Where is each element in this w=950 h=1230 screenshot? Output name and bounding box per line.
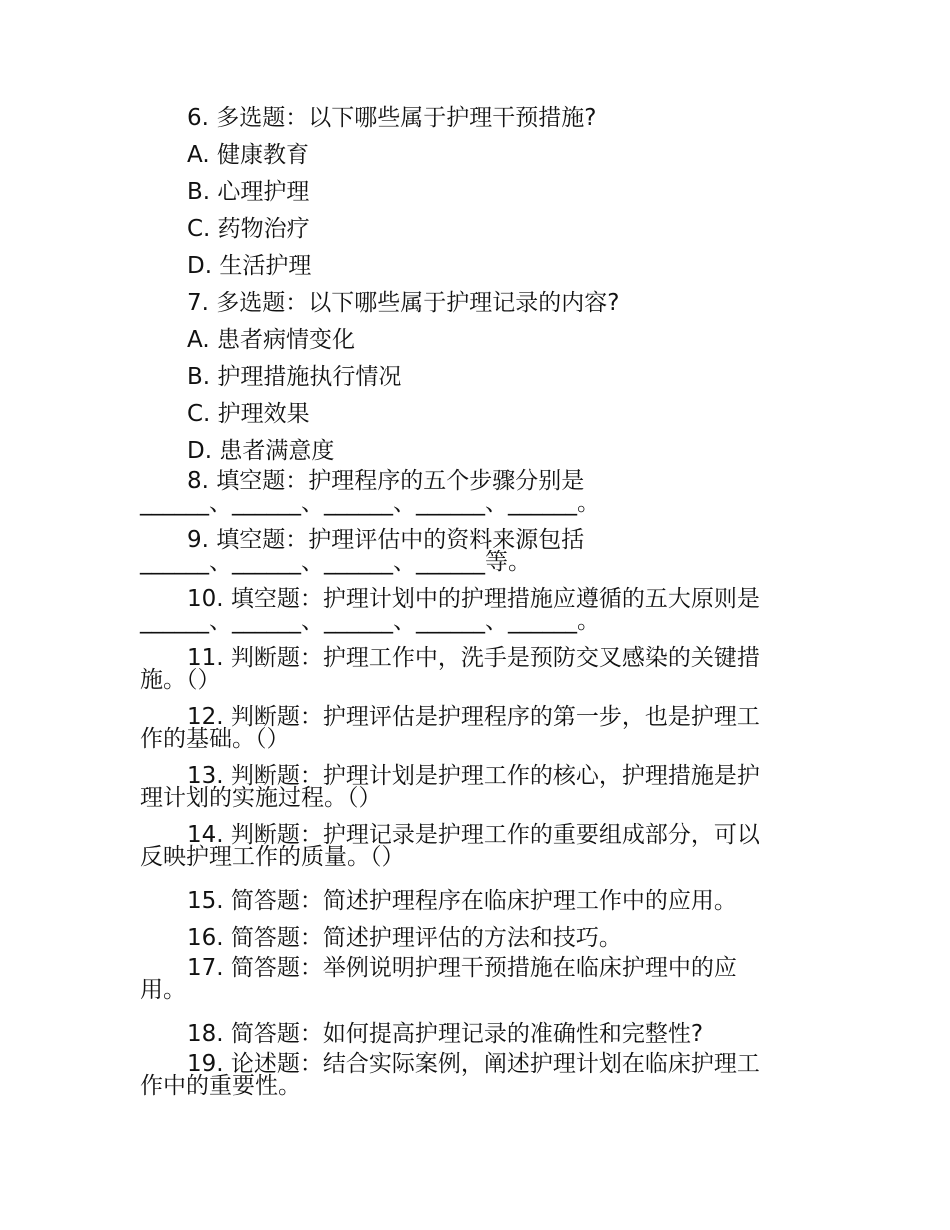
question-7-option-a: A. 患者病情变化 xyxy=(187,327,355,353)
question-19-line-2: 作中的重要性。 xyxy=(140,1073,301,1099)
question-17 xyxy=(140,957,805,1001)
question-6-option-b: B. 心理护理 xyxy=(187,179,310,205)
question-6-option-a: A. 健康教育 xyxy=(187,142,309,168)
question-10 xyxy=(140,588,805,632)
question-9-line-1: 9. 填空题：护理评估中的资料来源包括 xyxy=(187,527,585,553)
question-10-line-1: 10. 填空题：护理计划中的护理措施应遵循的五大原则是 xyxy=(187,586,760,612)
question-7-option-d: D. 患者满意度 xyxy=(187,438,335,464)
question-12-line-2: 作的基础。（） xyxy=(140,726,290,752)
question-13-line-1: 13. 判断题：护理计划是护理工作的核心，护理措施是护 xyxy=(187,763,760,789)
question-11 xyxy=(140,647,805,691)
question-9 xyxy=(140,529,805,573)
question-6-option-d: D. 生活护理 xyxy=(187,253,312,279)
question-6-option-c: C. 药物治疗 xyxy=(187,216,310,242)
question-19 xyxy=(140,1053,805,1097)
question-11-line-1: 11. 判断题：护理工作中，洗手是预防交叉感染的关键措 xyxy=(187,645,760,671)
question-11-line-2: 施。（） xyxy=(140,667,221,693)
question-14 xyxy=(140,824,805,868)
question-16: 16. 简答题：简述护理评估的方法和技巧。 xyxy=(187,925,622,951)
question-15: 15. 简答题：简述护理程序在临床护理工作中的应用。 xyxy=(187,888,737,914)
question-19-line-1: 19. 论述题：结合实际案例，阐述护理计划在临床护理工 xyxy=(187,1051,760,1077)
question-10-blanks: ______、______、______、______、______。 xyxy=(140,608,600,634)
question-7-stem: 7. 多选题：以下哪些属于护理记录的内容? xyxy=(187,290,620,316)
question-12 xyxy=(140,706,805,750)
question-8-line-1: 8. 填空题：护理程序的五个步骤分别是 xyxy=(187,468,585,494)
question-17-line-2: 用。 xyxy=(140,977,186,1003)
question-14-line-2: 反映护理工作的质量。（） xyxy=(140,844,405,870)
question-7-option-b: B. 护理措施执行情况 xyxy=(187,364,402,390)
question-14-line-1: 14. 判断题：护理记录是护理工作的重要组成部分，可以 xyxy=(187,822,760,848)
question-list xyxy=(140,100,805,1112)
question-12-line-1: 12. 判断题：护理评估是护理程序的第一步，也是护理工 xyxy=(187,704,760,730)
question-13 xyxy=(140,765,805,809)
question-6-stem: 6. 多选题：以下哪些属于护理干预措施? xyxy=(187,105,597,131)
question-18: 18. 简答题：如何提高护理记录的准确性和完整性? xyxy=(187,1021,704,1047)
question-17-line-1: 17. 简答题：举例说明护理干预措施在临床护理中的应 xyxy=(187,955,737,981)
question-7-option-c: C. 护理效果 xyxy=(187,401,310,427)
question-9-blanks: ______、______、______、______等。 xyxy=(140,549,531,575)
question-13-line-2: 理计划的实施过程。（） xyxy=(140,785,382,811)
question-8 xyxy=(140,470,805,514)
question-8-blanks: ______、______、______、______、______。 xyxy=(140,490,600,516)
